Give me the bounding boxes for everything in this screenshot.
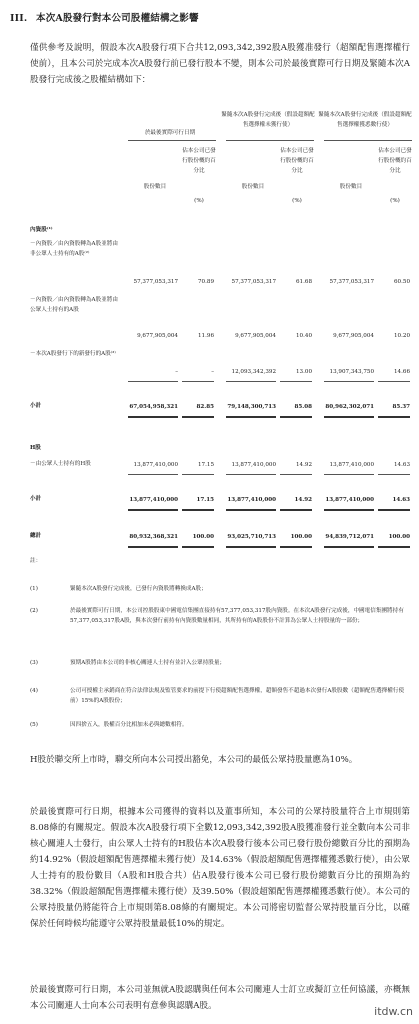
paragraph-public-float: 於最後實際可行日期，根據本公司獲得的資料以及董事所知，本公司的公眾持股量符合上市規則第8.08條的有關規定。假設本次A股發行項下全數12,093,342,392股A股獲准發行並全數向本公司非核心關連人士發行，由公眾人士持有的H股佔本次A股發行後本公司已發行股份總數百分比的預期為約14.92%（假設超額配售選擇權未獲行使）及14.63%（假設超額配售選擇權獲悉數行使），由公眾人士持有的股份數目（A股和H股合共）佔A股發行後本公司已發行股份總數百分比的預期為約38.32%（假設超額配售選擇權未獲行使）及39.50%（假設超額配售選擇權獲悉數行使）。本公司的公眾持股量仍將能符合上市規則第8.08條的有關規定。本公司將密切監督公眾持股量百分比，以確保於任何時候均能遵守公眾持股量最低10%的規定。: [30, 807, 410, 929]
table-cell: 10.40: [295, 333, 312, 339]
subtotal-rule: [128, 381, 178, 382]
table-cell: 100.00: [290, 534, 312, 540]
note-item: [30, 658, 410, 668]
pct-header-3: 佔本公司已發行股份概約百分比: [378, 148, 412, 174]
pct-unit-1: (%): [194, 198, 204, 204]
subtotal-double-rule: [226, 416, 276, 418]
total-double-rule: [226, 546, 276, 548]
group-header-1: 於最後實際可行日期: [144, 130, 196, 136]
table-cell: 13,877,410,000: [325, 497, 374, 503]
table-cell: 85.08: [294, 404, 312, 410]
table-cell: 13,877,410,000: [129, 497, 178, 503]
header-rule: [226, 140, 314, 141]
table-cell: 9,677,905,004: [333, 333, 374, 339]
note-label: (5): [30, 722, 38, 728]
table-cell: 13.00: [295, 369, 312, 375]
section-heading: [10, 10, 199, 24]
pct-unit-2: (%): [292, 198, 302, 204]
total-label: 總計: [30, 533, 42, 539]
note-text: 公司可授權主承銷商在符合法律法規及監管要求的前提下行使超額配售選擇權，超額發售不超過本次發行A股股數（超額配售選擇權行使前）15%的A股股份；: [70, 688, 405, 704]
total-double-rule: [324, 546, 374, 548]
note-label: (1): [30, 586, 38, 592]
table-cell: 100.00: [388, 534, 410, 540]
table-cell: 67,054,958,321: [129, 404, 178, 410]
subtotal-double-rule: [324, 509, 374, 511]
pct-header-1: 佔本公司已發行股份概約百分比: [182, 148, 216, 174]
subtotal-double-rule: [226, 509, 276, 511]
table-cell: 17.15: [197, 462, 214, 468]
table-cell: 93,025,710,713: [227, 534, 276, 540]
note-item: [30, 720, 410, 730]
subtotal-rule: [226, 474, 276, 475]
subtotal-double-rule: [378, 509, 410, 511]
table-cell: –: [211, 369, 214, 375]
section-title: 本次A股發行對本公司股權結構之影響: [36, 13, 199, 24]
shares-header-2: 股份數目: [241, 184, 265, 190]
row-label: －內資股／由內資股轉為A股並將由非公眾人士持有的A股⁽²⁾: [30, 241, 118, 257]
row-label: －由公眾人士持有的H股: [30, 461, 91, 467]
note-text: 於最後實際可行日期，本公司控股股東中國電信集團直接持有57,377,053,317股內資股。在本次A股發行完成後，中國電信集團將持有57,377,053,317股A股，與本次發行前持有內資股數量相同，其所持有的A股股份不計算為公眾人士持股量的一部份；: [70, 608, 404, 624]
pct-header-2: 佔本公司已發行股份概約百分比: [280, 148, 314, 174]
subtotal-double-rule: [128, 509, 178, 511]
subtotal-rule: [378, 474, 410, 475]
subtotal-double-rule: [378, 416, 410, 418]
group-header-3: 緊隨本次A股發行完成後（假設超額配售選擇權獲悉數行使）: [318, 112, 412, 128]
section-number: III.: [10, 13, 28, 24]
h-shares-title: H股: [30, 445, 41, 451]
table-cell: 13,877,410,000: [329, 462, 374, 468]
table-cell: 80,962,302,071: [325, 404, 374, 410]
notes-heading: 註：: [30, 558, 42, 564]
table-cell: 80,932,368,321: [129, 534, 178, 540]
table-cell: 79,148,300,713: [227, 404, 276, 410]
note-item: [30, 584, 410, 594]
table-cell: 14.63: [392, 497, 410, 503]
subtotal-label: 小計: [30, 403, 42, 409]
table-cell: 10.20: [393, 333, 410, 339]
subtotal-double-rule: [182, 416, 214, 418]
subtotal-rule: [182, 381, 214, 382]
row-label: －內資股／由內資股轉為A股並將由公眾人士持有的A股: [30, 297, 118, 313]
table-cell: 14.66: [393, 369, 410, 375]
table-cell: 13,877,410,000: [133, 462, 178, 468]
subtotal-double-rule: [128, 416, 178, 418]
intro-paragraph: 僅供參考及說明，假設本次A股發行項下合共12,093,342,392股A股獲准發行（超額配售選擇權行使前），且本公司於完成本次A股發行前已發行股本不變，則本公司於最後實際可行日期及緊隨本次A股發行完成後之股權結構如下：: [30, 43, 410, 85]
table-cell: 17.15: [196, 497, 214, 503]
table-cell: 94,839,712,071: [325, 534, 374, 540]
pct-unit-3: (%): [390, 198, 400, 204]
paragraph-connected-persons: 於最後實際可行日期，本公司並無就A股認購與任何本公司關連人士訂立或擬訂立任何協議，亦概無本公司關連人士向本公司表明有意參與認購A股。: [30, 985, 410, 1011]
subtotal-rule: [226, 381, 276, 382]
note-text: 因四捨五入，股權百分比相加未必與總數相符。: [70, 722, 188, 728]
header-rule: [324, 140, 412, 141]
subtotal-double-rule: [280, 509, 312, 511]
table-cell: 60.50: [393, 279, 410, 285]
table-cell: 14.92: [295, 462, 312, 468]
subtotal-rule: [378, 381, 410, 382]
table-cell: 9,677,905,004: [137, 333, 178, 339]
subtotal-rule: [128, 474, 178, 475]
subtotal-double-rule: [182, 509, 214, 511]
table-cell: 13,877,410,000: [231, 462, 276, 468]
table-cell: –: [175, 369, 178, 375]
subtotal-double-rule: [280, 416, 312, 418]
note-label: (4): [30, 688, 38, 694]
table-cell: 57,377,053,317: [133, 279, 178, 285]
table-cell: 14.63: [393, 462, 410, 468]
subtotal-double-rule: [324, 416, 374, 418]
table-cell: 85.37: [392, 404, 410, 410]
domestic-shares-title: 內資股⁽¹⁾: [30, 227, 53, 233]
note-label: (3): [30, 660, 38, 666]
table-cell: 12,093,342,392: [231, 369, 276, 375]
subtotal-rule: [280, 381, 312, 382]
note-item: [30, 606, 410, 646]
subtotal-label: 小計: [30, 496, 42, 502]
shares-header-1: 股份數目: [143, 184, 167, 190]
table-cell: 100.00: [192, 534, 214, 540]
total-double-rule: [182, 546, 214, 548]
table-cell: 14.92: [294, 497, 312, 503]
table-cell: 13,907,343,750: [329, 369, 374, 375]
shares-header-3: 股份數目: [339, 184, 363, 190]
table-cell: 11.96: [197, 333, 214, 339]
total-double-rule: [128, 546, 178, 548]
note-label: (2): [30, 608, 38, 614]
note-text: 預期A股將由本公司的非核心關連人士持有並計入公眾持股量；: [70, 660, 226, 666]
table-cell: 57,377,053,317: [231, 279, 276, 285]
subtotal-rule: [324, 474, 374, 475]
subtotal-rule: [324, 381, 374, 382]
subtotal-rule: [280, 474, 312, 475]
table-cell: 61.68: [295, 279, 312, 285]
note-text: 緊隨本次A股發行完成後，已發行內資股將轉換成A股；: [70, 586, 207, 592]
table-cell: 57,377,053,317: [329, 279, 374, 285]
subtotal-rule: [182, 474, 214, 475]
watermark: itdw.cn: [374, 1005, 413, 1018]
paragraph-waiver: H股於聯交所上市時，聯交所向本公司授出豁免，本公司的最低公眾持股量應為10%。: [30, 755, 358, 765]
note-item: [30, 686, 410, 706]
table-cell: 82.85: [196, 404, 214, 410]
group-header-2: 緊隨本次A股發行完成後（假設超額配售選擇權未獲行使）: [221, 112, 315, 128]
table-cell: 13,877,410,000: [227, 497, 276, 503]
table-cell: 70.89: [197, 279, 214, 285]
table-cell: 9,677,905,004: [235, 333, 276, 339]
total-double-rule: [280, 546, 312, 548]
row-label: －本次A股發行下的新發行的A股⁽³⁾: [30, 351, 116, 357]
header-rule: [128, 140, 216, 141]
total-double-rule: [378, 546, 410, 548]
